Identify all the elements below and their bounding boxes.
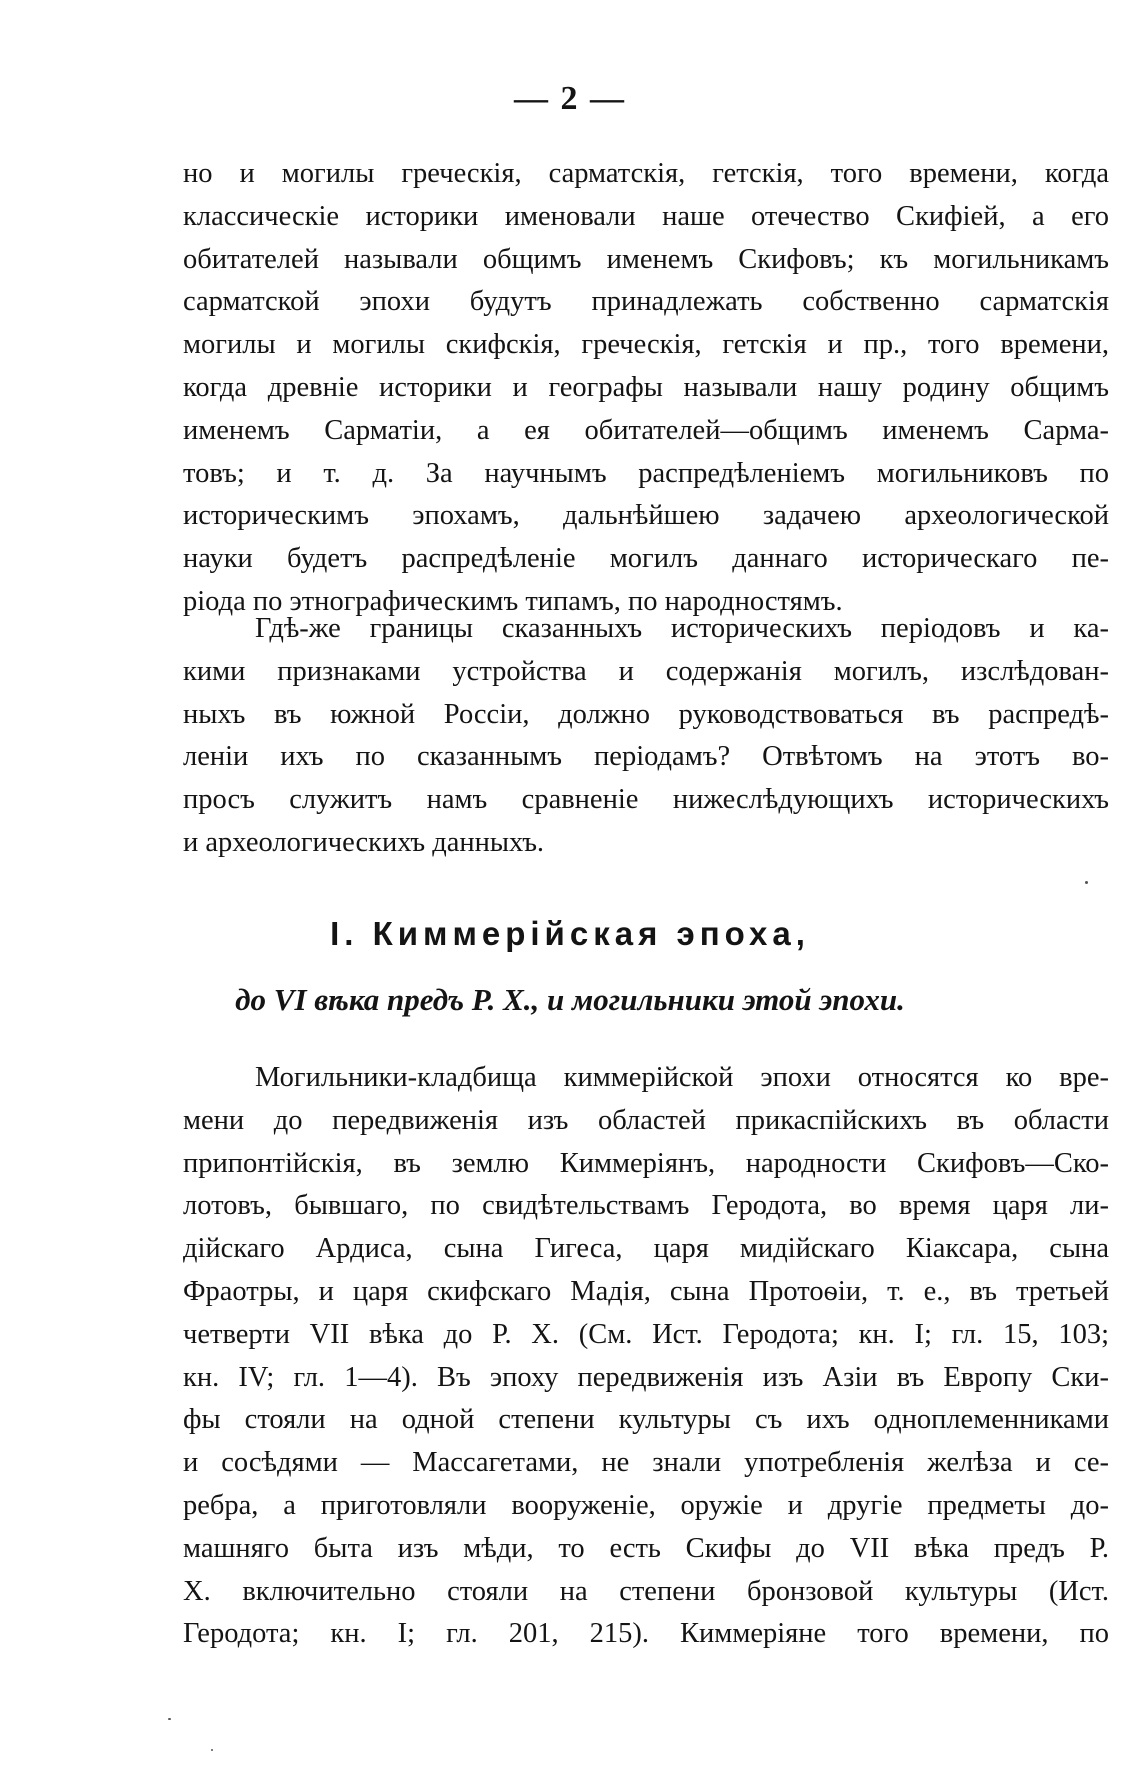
text-line: товъ; и т. д. За научнымъ распредѣленіемъ могильниковъ по: [183, 457, 1109, 489]
text-line: Гдѣ-же границы сказанныхъ историческихъ періодовъ и ка-: [255, 613, 1109, 644]
scan-speck: [211, 1749, 213, 1751]
text-line: ріода по этнографическимъ типамъ, по народностямъ.: [183, 585, 843, 617]
text-line: и археологическихъ данныхъ.: [183, 826, 545, 858]
text-line: лотовъ, бывшаго, по свидѣтельствамъ Геродота, во время царя ли-: [183, 1190, 1109, 1222]
scan-speck: [168, 1718, 171, 1720]
text-line: ныхъ въ южной Россіи, должно руководствоваться въ распредѣ-: [183, 698, 1109, 730]
text-line: кн. IV; гл. 1—4). Въ эпоху передвиженія изъ Азіи въ Европу Ски-: [183, 1361, 1109, 1393]
text-line: Х. включительно стояли на степени бронзовой культуры (Ист.: [183, 1575, 1109, 1607]
text-line: сарматской эпохи будутъ принадлежать собственно сарматскія: [183, 286, 1109, 318]
text-line: ребра, а приготовляли вооруженіе, оружіе и другіе предметы до-: [183, 1489, 1109, 1521]
page-number: — 2 —: [514, 80, 626, 117]
text-line: кими признаками устройства и содержанія могилъ, изслѣдован-: [183, 655, 1109, 687]
text-line: Геродота; кн. I; гл. 201, 215). Киммеріяне того времени, по: [183, 1618, 1109, 1650]
text-line: четверти VII вѣка до Р. Х. (См. Ист. Геродота; кн. I; гл. 15, 103;: [183, 1318, 1109, 1350]
text-line: и сосѣдями — Массагетами, не знали употребленія желѣза и се-: [183, 1447, 1109, 1479]
text-line: именемъ Сарматіи, а ея обитателей—общимъ именемъ Сарма-: [183, 414, 1109, 446]
paragraph-2: [183, 608, 1109, 865]
section-heading: I. Киммерійская эпоха,: [330, 915, 810, 952]
text-line: фы стояли на одной степени культуры съ ихъ одноплеменниками: [183, 1404, 1109, 1436]
text-line: но и могилы греческія, сарматскія, гетскія, того времени, когда: [183, 158, 1109, 189]
text-line: леніи ихъ по сказаннымъ періодамъ? Отвѣтомъ на этотъ во-: [183, 741, 1109, 773]
text-line: обитателей называли общимъ именемъ Скифовъ; къ могильникамъ: [183, 243, 1109, 275]
text-line: когда древніе историки и географы называли нашу родину общимъ: [183, 371, 1109, 403]
scan-speck: [1085, 881, 1088, 884]
text-line: историческимъ эпохамъ, дальнѣйшею задачею археологической: [183, 500, 1109, 532]
paragraph-1: [183, 153, 1109, 624]
section-subheading: до VI вѣка предъ Р. Х., и могильники этой эпохи.: [235, 982, 905, 1017]
text-line: Фраотры, и царя скифскаго Мадія, сына Протоѳіи, т. е., въ третьей: [183, 1275, 1109, 1307]
text-line: классическіе историки именовали наше отечество Скифіей, а его: [183, 200, 1109, 232]
text-line: дійскаго Ардиса, сына Гигеса, царя мидійскаго Кіаксара, сына: [183, 1233, 1109, 1265]
text-line: могилы и могилы скифскія, греческія, гетскія и пр., того времени,: [183, 329, 1109, 361]
text-line: науки будетъ распредѣленіе могилъ даннаго историческаго пе-: [183, 543, 1109, 575]
text-line: машняго быта изъ мѣди, то есть Скифы до VII вѣка предъ Р.: [183, 1532, 1109, 1564]
paragraph-3: [183, 1057, 1109, 1656]
text-line: Могильники-кладбища киммерійской эпохи относятся ко вре-: [255, 1062, 1109, 1093]
text-line: мени до передвиженія изъ областей прикаспійскихъ въ области: [183, 1104, 1109, 1136]
text-line: припонтійскія, въ землю Киммеріянъ, народности Скифовъ—Ско-: [183, 1147, 1109, 1179]
text-line: просъ служитъ намъ сравненіе нижеслѣдующихъ историческихъ: [183, 784, 1109, 816]
